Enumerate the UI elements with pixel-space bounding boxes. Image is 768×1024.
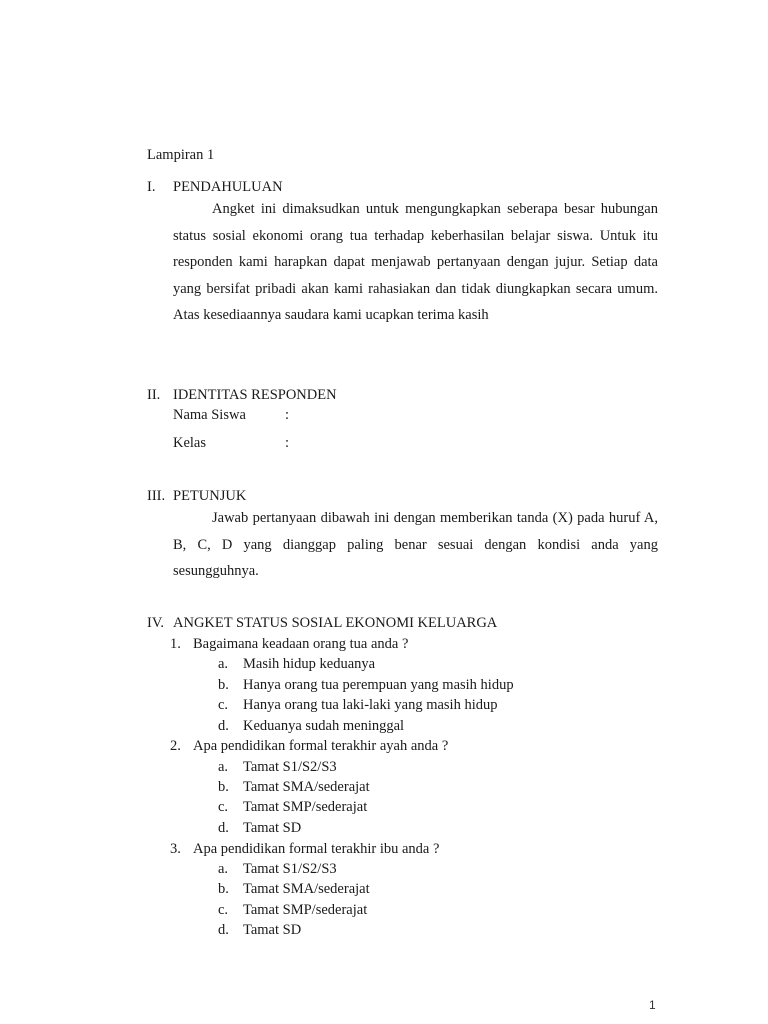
option-letter: c. bbox=[218, 902, 229, 918]
section-title-respondent-identity: IDENTITAS RESPONDEN bbox=[173, 387, 337, 403]
option-letter: c. bbox=[218, 697, 229, 713]
option-letter: b. bbox=[218, 881, 229, 897]
field-label-class: Kelas bbox=[173, 435, 207, 451]
option-letter: a. bbox=[218, 861, 229, 877]
option-text: Tamat SMA/sederajat bbox=[243, 881, 370, 897]
section-number-2: II. bbox=[147, 387, 161, 403]
option-letter: a. bbox=[218, 759, 229, 775]
question-text: Bagaimana keadaan orang tua anda ? bbox=[193, 636, 409, 652]
section-title-instructions: PETUNJUK bbox=[173, 488, 247, 504]
field-separator: : bbox=[285, 407, 290, 423]
attachment-label: Lampiran 1 bbox=[147, 147, 215, 163]
section-title-questionnaire: ANGKET STATUS SOSIAL EKONOMI KELUARGA bbox=[173, 615, 498, 631]
option-letter: c. bbox=[218, 799, 229, 815]
option-text: Masih hidup keduanya bbox=[243, 656, 376, 672]
section-number-3: III. bbox=[147, 488, 166, 504]
question-text: Apa pendidikan formal terakhir ibu anda ? bbox=[193, 841, 440, 857]
option-text: Tamat SMP/sederajat bbox=[243, 799, 368, 815]
question-text: Apa pendidikan formal terakhir ayah anda ? bbox=[193, 738, 449, 754]
field-separator: : bbox=[285, 435, 290, 451]
option-letter: d. bbox=[218, 922, 229, 938]
introduction-paragraph: Angket ini dimaksudkan untuk mengungkapkan seberapa besar hubungan status sosial ekonomi orang tua terhadap keberhasilan belajar siswa. Untuk itu responden kami harapkan dapat menjawab pertanyaan dengan jujur. Setiap data yang bersifat pribadi akan kami rahasiakan dan tidak diungkapkan secara umum. Atas kesediaannya saudara kami ucapkan terima kasih bbox=[173, 201, 658, 323]
question-number: 2. bbox=[170, 738, 181, 754]
option-text: Hanya orang tua perempuan yang masih hidup bbox=[243, 677, 514, 693]
option-letter: d. bbox=[218, 718, 229, 734]
option-text: Tamat SMA/sederajat bbox=[243, 779, 370, 795]
option-letter: b. bbox=[218, 677, 229, 693]
option-letter: b. bbox=[218, 779, 229, 795]
option-text: Tamat SMP/sederajat bbox=[243, 902, 368, 918]
option-text: Tamat S1/S2/S3 bbox=[243, 861, 337, 877]
page-number: 1 bbox=[649, 998, 656, 1012]
option-text: Hanya orang tua laki-laki yang masih hidup bbox=[243, 697, 498, 713]
option-letter: d. bbox=[218, 820, 229, 836]
option-letter: a. bbox=[218, 656, 229, 672]
question-number: 3. bbox=[170, 841, 181, 857]
option-text: Keduanya sudah meninggal bbox=[243, 718, 405, 734]
section-title-introduction: PENDAHULUAN bbox=[173, 179, 283, 195]
instructions-paragraph: Jawab pertanyaan dibawah ini dengan memberikan tanda (X) pada huruf A, B, C, D yang dianggap paling benar sesuai dengan kondisi anda yang sesungguhnya. bbox=[173, 510, 658, 579]
field-label-student-name: Nama Siswa bbox=[173, 407, 246, 423]
section-number-4: IV. bbox=[147, 615, 165, 631]
question-number: 1. bbox=[170, 636, 181, 652]
section-number-1: I. bbox=[147, 179, 156, 195]
option-text: Tamat SD bbox=[243, 820, 302, 836]
option-text: Tamat S1/S2/S3 bbox=[243, 759, 337, 775]
option-text: Tamat SD bbox=[243, 922, 302, 938]
